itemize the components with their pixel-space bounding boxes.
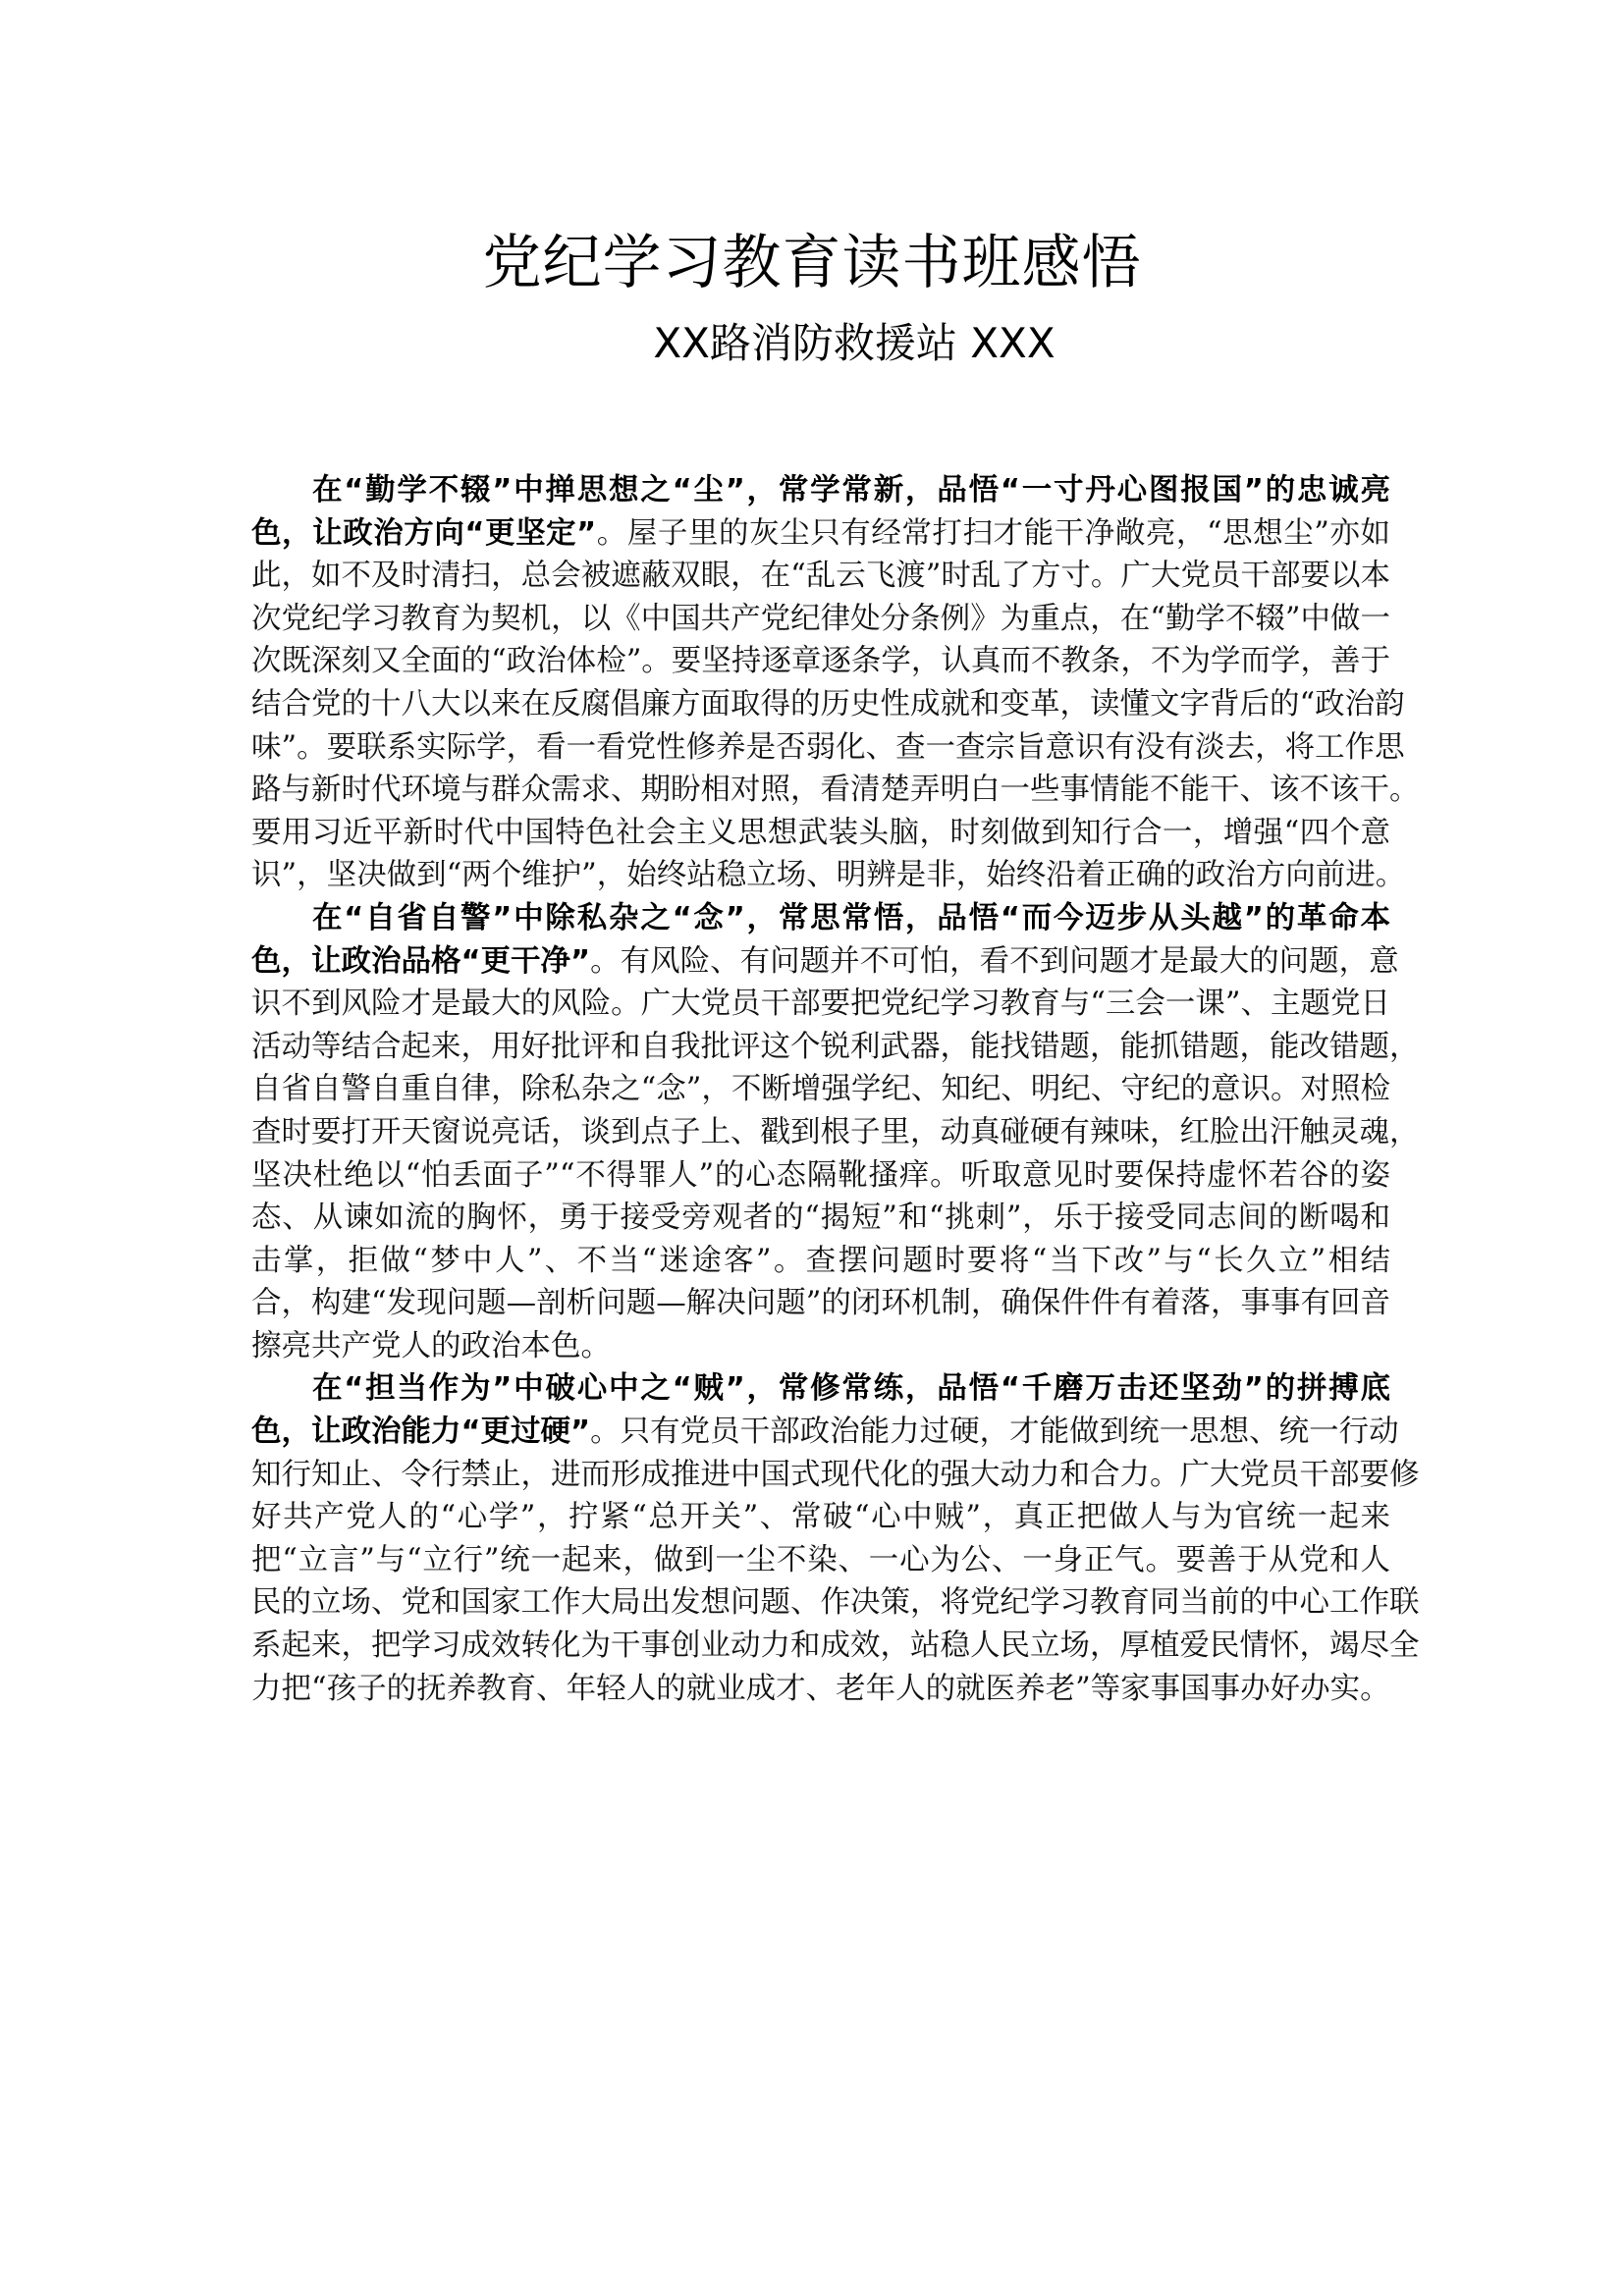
paragraph-line: 色，让政治能力“更过硬”。只有党员干部政治能力过硬，才能做到统一思想、统一行动 — [251, 1415, 1399, 1450]
paragraph-lead-bold: 在“自省自警”中除私杂之“念”，常思常悟，品悟“而今迈步从头越”的革命本 — [312, 900, 1390, 935]
document-author-line: XX路消防救援站 XXX — [653, 319, 1056, 367]
paragraph-lead-bold: 色，让政治品格“更干净” — [251, 943, 591, 979]
paragraph-line: 自省自警自重自律，除私杂之“念”，不断增强学纪、知纪、明纪、守纪的意识。对照检 — [251, 1072, 1390, 1107]
paragraph-line: 击掌，拒做“梦中人”、不当“迷途客”。查摆问题时要将“当下改”与“长久立”相结 — [251, 1243, 1390, 1278]
paragraph-line: 次党纪学习教育为契机，以《中国共产党纪律处分条例》为重点，在“勤学不辍”中做一 — [251, 601, 1390, 636]
paragraph-line: 知行知止、令行禁止，进而形成推进中国式现代化的强大动力和合力。广大党员干部要修 — [251, 1457, 1420, 1492]
paragraph-line: 合，构建“发现问题—剖析问题—解决问题”的闭环机制，确保件件有着落，事事有回音 — [251, 1286, 1390, 1321]
paragraph-line: 查时要打开天窗说亮话，谈到点子上、戳到根子里，动真碰硬有辣味，红脸出汗触灵魂， — [251, 1114, 1420, 1149]
paragraph-line: 力把“孩子的抚养教育、年轻人的就业成才、老年人的就医养老”等家事国事办好办实。 — [251, 1671, 1390, 1706]
paragraph-line — [251, 469, 1390, 512]
paragraph-line: 活动等结合起来，用好批评和自我批评这个锐利武器，能找错题，能抓错题，能改错题， — [251, 1029, 1420, 1064]
paragraph-line: 要用习近平新时代中国特色社会主义思想武装头脑，时刻做到知行合一，增强“四个意 — [251, 815, 1390, 850]
paragraph-line — [251, 1367, 1390, 1411]
paragraph-lead-bold: 色，让政治能力“更过硬” — [251, 1415, 591, 1450]
paragraph-lead-bold: 在“担当作为”中破心中之“贼”，常修常练，品悟“千磨万击还坚劲”的拼搏底 — [312, 1371, 1390, 1407]
paragraph-line: 态、从谏如流的胸怀，勇于接受旁观者的“揭短”和“挑刺”，乐于接受同志间的断喝和 — [251, 1201, 1390, 1236]
paragraph-line: 此，如不及时清扫，总会被遮蔽双眼，在“乱云飞渡”时乱了方寸。广大党员干部要以本 — [251, 559, 1390, 594]
document-body — [251, 469, 1420, 1710]
paragraph-line: 系起来，把学习成效转化为干事创业动力和成效，站稳人民立场，厚植爱民情怀，竭尽全 — [251, 1629, 1420, 1664]
paragraph-lead-bold: 在“勤学不辍”中掸思想之“尘”，常学常新，品悟“一寸丹心图报国”的忠诚亮 — [312, 473, 1390, 507]
paragraph-line: 把“立言”与“立行”统一起来，做到一尘不染、一心为公、一身正气。要善于从党和人 — [251, 1542, 1390, 1577]
paragraph-3 — [251, 1367, 1420, 1710]
paragraph-line: 路与新时代环境与群众需求、期盼相对照，看清楚弄明白一些事情能不能干、该不该干。 — [251, 773, 1420, 808]
paragraph-lead-bold: 色，让政治方向“更坚定” — [251, 515, 597, 551]
document-title: 党纪学习教育读书班感悟 — [482, 229, 1142, 297]
paragraph-line: 好共产党人的“心学”，拧紧“总开关”、常破“心中贼”，真正把做人与为官统一起来 — [251, 1500, 1390, 1535]
paragraph-line — [251, 897, 1390, 940]
paragraph-line: 坚决杜绝以“怕丢面子”“不得罪人”的心态隔靴搔痒。听取意见时要保持虚怀若谷的姿 — [251, 1157, 1390, 1193]
paragraph-line: 识不到风险才是最大的风险。广大党员干部要把党纪学习教育与“三会一课”、主题党日 — [251, 987, 1390, 1022]
paragraph-1 — [251, 469, 1420, 897]
paragraph-line: 民的立场、党和国家工作大局出发想问题、作决策，将党纪学习教育同当前的中心工作联 — [251, 1585, 1420, 1621]
paragraph-line: 识”，坚决做到“两个维护”，始终站稳立场、明辨是非，始终沿着正确的政治方向前进。 — [251, 858, 1406, 893]
paragraph-line: 结合党的十八大以来在反腐倡廉方面取得的历史性成就和变革，读懂文字背后的“政治韵 — [251, 686, 1405, 721]
paragraph-line: 色，让政治品格“更干净”。有风险、有问题并不可怕，看不到问题才是最大的问题，意 — [251, 943, 1399, 979]
paragraph-line: 味”。要联系实际学，看一看党性修养是否弱化、查一查宗旨意识有没有淡去，将工作思 — [251, 729, 1405, 765]
paragraph-line: 次既深刻又全面的“政治体检”。要坚持逐章逐条学，认真而不教条，不为学而学，善于 — [251, 644, 1390, 679]
paragraph-line: 擦亮共产党人的政治本色。 — [251, 1328, 611, 1363]
paragraph-2 — [251, 897, 1420, 1368]
paragraph-line: 色，让政治方向“更坚定”。屋子里的灰尘只有经常打扫才能干净敞亮，“思想尘”亦如 — [251, 515, 1390, 551]
